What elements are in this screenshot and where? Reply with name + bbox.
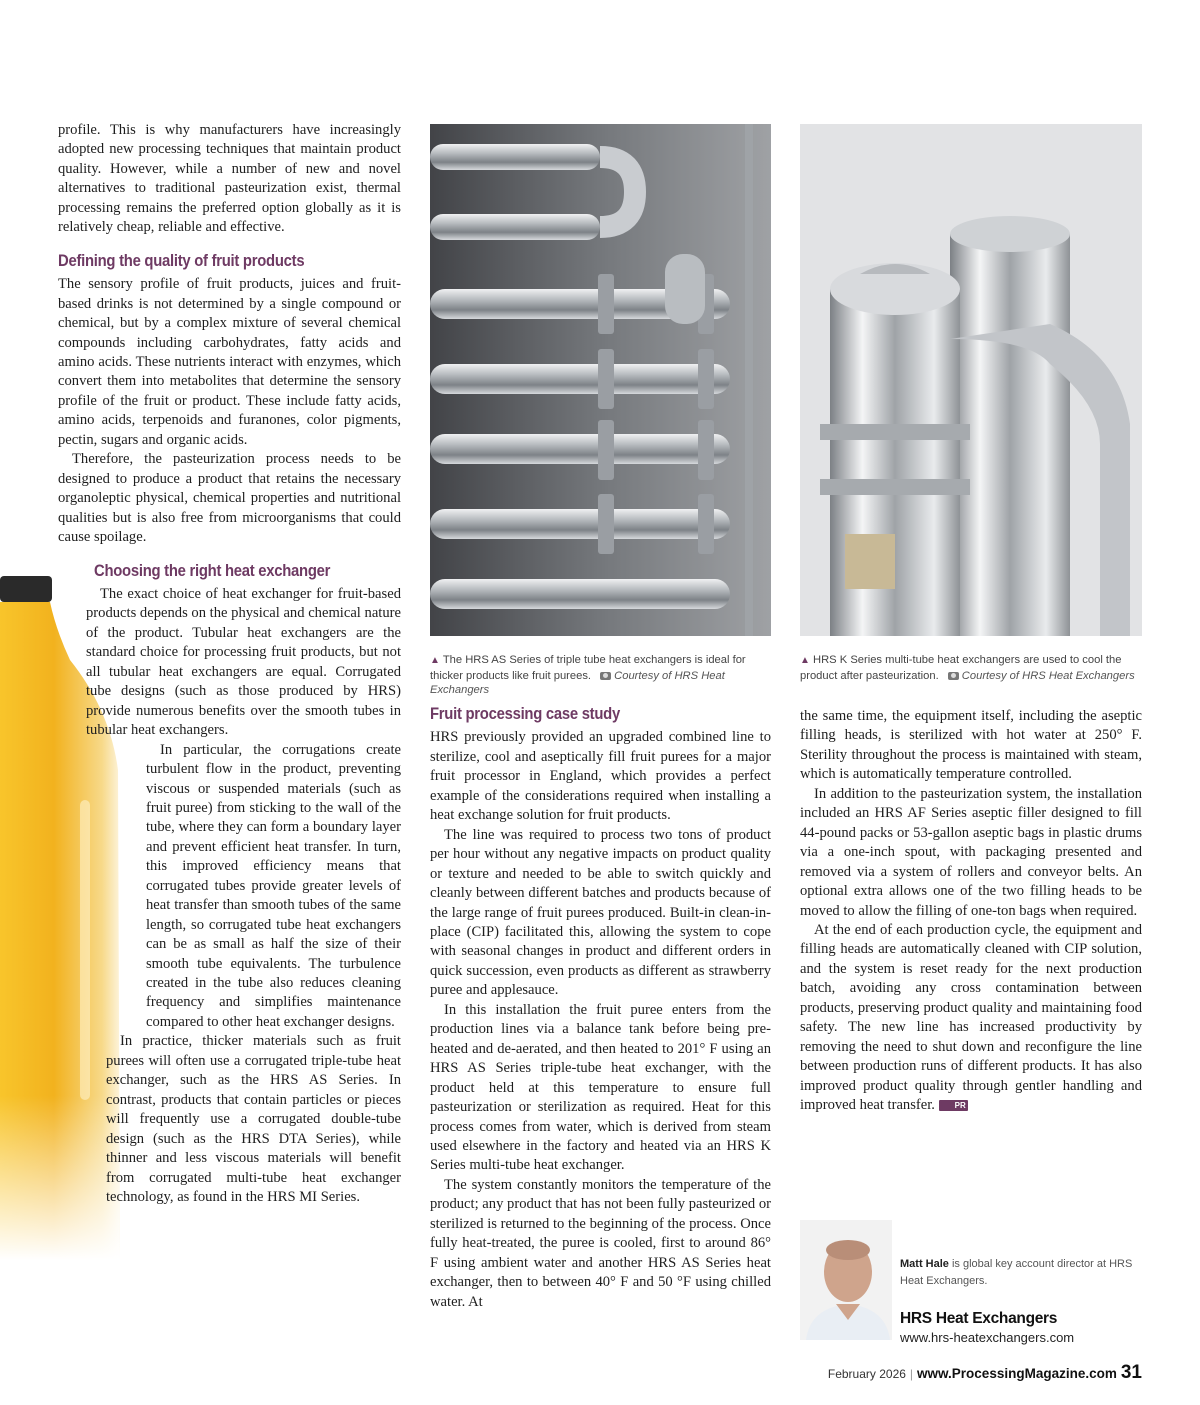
issue-date: February 2026: [827, 1367, 906, 1381]
photo-caption-2: [800, 653, 1145, 683]
author-headshot: [800, 1220, 892, 1340]
quality-paragraph-1: The sensory profile of fruit products, juices and fruit-based drinks is not determined by a single compound or chemical, but by a complex mixture of several chemical compounds including carbohydrates, fatty acids and amino acids. These nutrients interact with enzymes, which convert them into metabolites that determine the sensory profile of the fruit or product. These include fatty acids, amino acids, terpenoids and furanones, color pigments, pectin, sugars and organic acids.: [58, 276, 401, 448]
continued-paragraph-2: In addition to the pasteurization system, the installation included an HRS AF Series aseptic filler designed to fill 44-pound packs or 53-gallon aseptic bags in plastic drums via a one-inch spout, with packaging presented and removed via a system of rollers and conveyor belts. An optional extra allows one of the two filling heads to be moved to allow the filling of one-ton bags when required.: [800, 785, 1142, 919]
footer-separator: |: [909, 1367, 914, 1381]
article-column-2: [430, 705, 771, 1312]
case-paragraph-2: The line was required to process two tons of product per hour without any negative impacts on product quality or texture and needed to be able to switch quickly and cleanly between different batches and products because of the large range of fruit purees produced. Built-in clean-in-place (CIP) facilitated this, allowing the system to cope with seasonal changes in product and different orders in quick succession, even products as different as strawberry puree and applesauce.: [430, 826, 771, 999]
exchanger-paragraph-3: In practice, thicker materials such as fruit purees will often use a corrugated triple-tube heat exchanger, such as the HRS AS Series. In contrast, products that contain particles or pieces will frequently use a corrugated double-tube design (such as the HRS DTA Series), while thinner and less viscous materials will benefit from corrugated multi-tube heat exchanger technology, as found in the HRS MI Series.: [106, 1033, 401, 1206]
caption-triangle-icon: ▲: [800, 655, 810, 666]
article-column-3: [800, 707, 1142, 1116]
company-website-link[interactable]: www.hrs-heatexchangers.com: [900, 1330, 1075, 1345]
continued-paragraph-1: the same time, the equipment itself, including the aseptic filling heads, is sterilized with hot water at 250° F. Sterility throughout the process is maintained with steam, which is automatically temperature controlled.: [800, 708, 1142, 783]
camera-icon: [948, 672, 959, 680]
author-box: [800, 1212, 1142, 1345]
continued-paragraph-3-text: At the end of each production cycle, the equipment and filling heads are automatically cleaned with CIP solution, and the system is reset ready for the next production batch, avoiding any cross contamination between products, preserving product quality and maintaining food safety. The new line has increased productivity by removing the need to shut down and reconfigure the line between production runs of different products. It has also improved product quality through gentler handling and improved heat transfer.: [800, 921, 1142, 1114]
magazine-website-link[interactable]: www.ProcessingMagazine.com: [917, 1366, 1117, 1381]
heading-choosing-exchanger: Choosing the right heat exchanger: [94, 561, 331, 580]
k-series-photo: [800, 124, 1142, 636]
author-bio: [900, 1256, 1140, 1290]
page-number: 31: [1120, 1362, 1142, 1383]
caption-triangle-icon: ▲: [430, 655, 440, 666]
continued-paragraph-3: [800, 921, 1142, 1116]
case-paragraph-1: HRS previously provided an upgraded combined line to sterilize, cool and aseptically fill fruit purees for a major fruit processor in England, which provides a perfect example of the considerations required when installing a heat exchange solution for fruit products.: [430, 729, 771, 824]
caption-2-text: HRS K Series multi-tube heat exchangers are used to cool the product after pasteurization.: [800, 654, 1122, 682]
author-name: Matt Hale: [900, 1258, 949, 1270]
article-column-1: [58, 121, 401, 1207]
exchanger-paragraph-2: In particular, the corrugations create turbulent flow in the product, preventing viscous or suspended materials (such as fruit puree) from sticking to the wall of the tube, where they can form a boundary layer and prevent efficient heat transfer. In turn, this improved efficiency means that corrugated tubes provide greater levels of heat transfer than smooth tubes of the same length, so corrugated tube heat exchangers can be as small as half the size of their smooth tube equivalents. The turbulence created in the tube also reduces cleaning frequency and simplifies maintenance compared to other heat exchanger designs.: [146, 741, 401, 1030]
case-paragraph-4: The system constantly monitors the temperature of the product; any product that has not been fully pasteurized or sterilized is returned to the beginning of the process. Once fully heat-treated, the puree is cooled, first to around 86° F using ambient water and another HRS AS Series heat exchanger, then to between 40° F and 50 °F using chilled water. At: [430, 1176, 771, 1310]
author-bio-text: is global key account director at HRS Heat Exchangers.: [900, 1258, 1133, 1287]
caption-1-text: The HRS AS Series of triple tube heat exchangers is ideal for thicker products like fruit purees.: [430, 654, 746, 682]
intro-paragraph: profile. This is why manufacturers have increasingly adopted new processing techniques that maintain product quality. However, while a number of new and novel alternatives to traditional pasteurization exist, thermal processing remains the preferred option globally as it is relatively cheap, reliable and effective.: [58, 122, 401, 236]
caption-1-courtesy: Courtesy of HRS Heat Exchangers: [430, 669, 725, 696]
case-paragraph-3: In this installation the fruit puree enters from the production lines via a balance tank before being pre-heated and de-aerated, and then heated to 201° F using an HRS AS Series triple-tube heat exchanger, with the product held at this temperature to ensure full pasteurization or sterilization as required. Heat for this process comes from water, which is derived from steam used elsewhere in the factory and heated via an HRS K Series multi-tube heat exchanger.: [430, 1001, 771, 1174]
camera-icon: [600, 672, 611, 680]
heading-defining-quality: Defining the quality of fruit products: [58, 251, 305, 270]
end-mark-icon: PR: [939, 1100, 968, 1111]
company-name: HRS Heat Exchangers: [900, 1310, 1058, 1327]
as-series-photo: [430, 124, 771, 636]
quality-paragraph-2: Therefore, the pasteurization process needs to be designed to produce a product that retains the necessary organoleptic physical, chemical properties and nutritional qualities but is also free from microorganisms that could cause spoilage.: [58, 451, 401, 546]
photo-caption-1: [430, 653, 775, 698]
heading-case-study: Fruit processing case study: [430, 705, 620, 723]
page-footer: [828, 1362, 1142, 1384]
caption-2-courtesy: Courtesy of HRS Heat Exchangers: [961, 669, 1135, 682]
exchanger-paragraph-1: The exact choice of heat exchanger for fruit-based products depends on the physical and chemical nature of the product. Tubular heat exchangers are the standard choice for processing fruit products, but not all tubular heat exchangers are equal. Corrugated tube designs (such as those produced by HRS) provide numerous benefits over the smooth tubes in tubular heat exchangers.: [86, 585, 401, 739]
